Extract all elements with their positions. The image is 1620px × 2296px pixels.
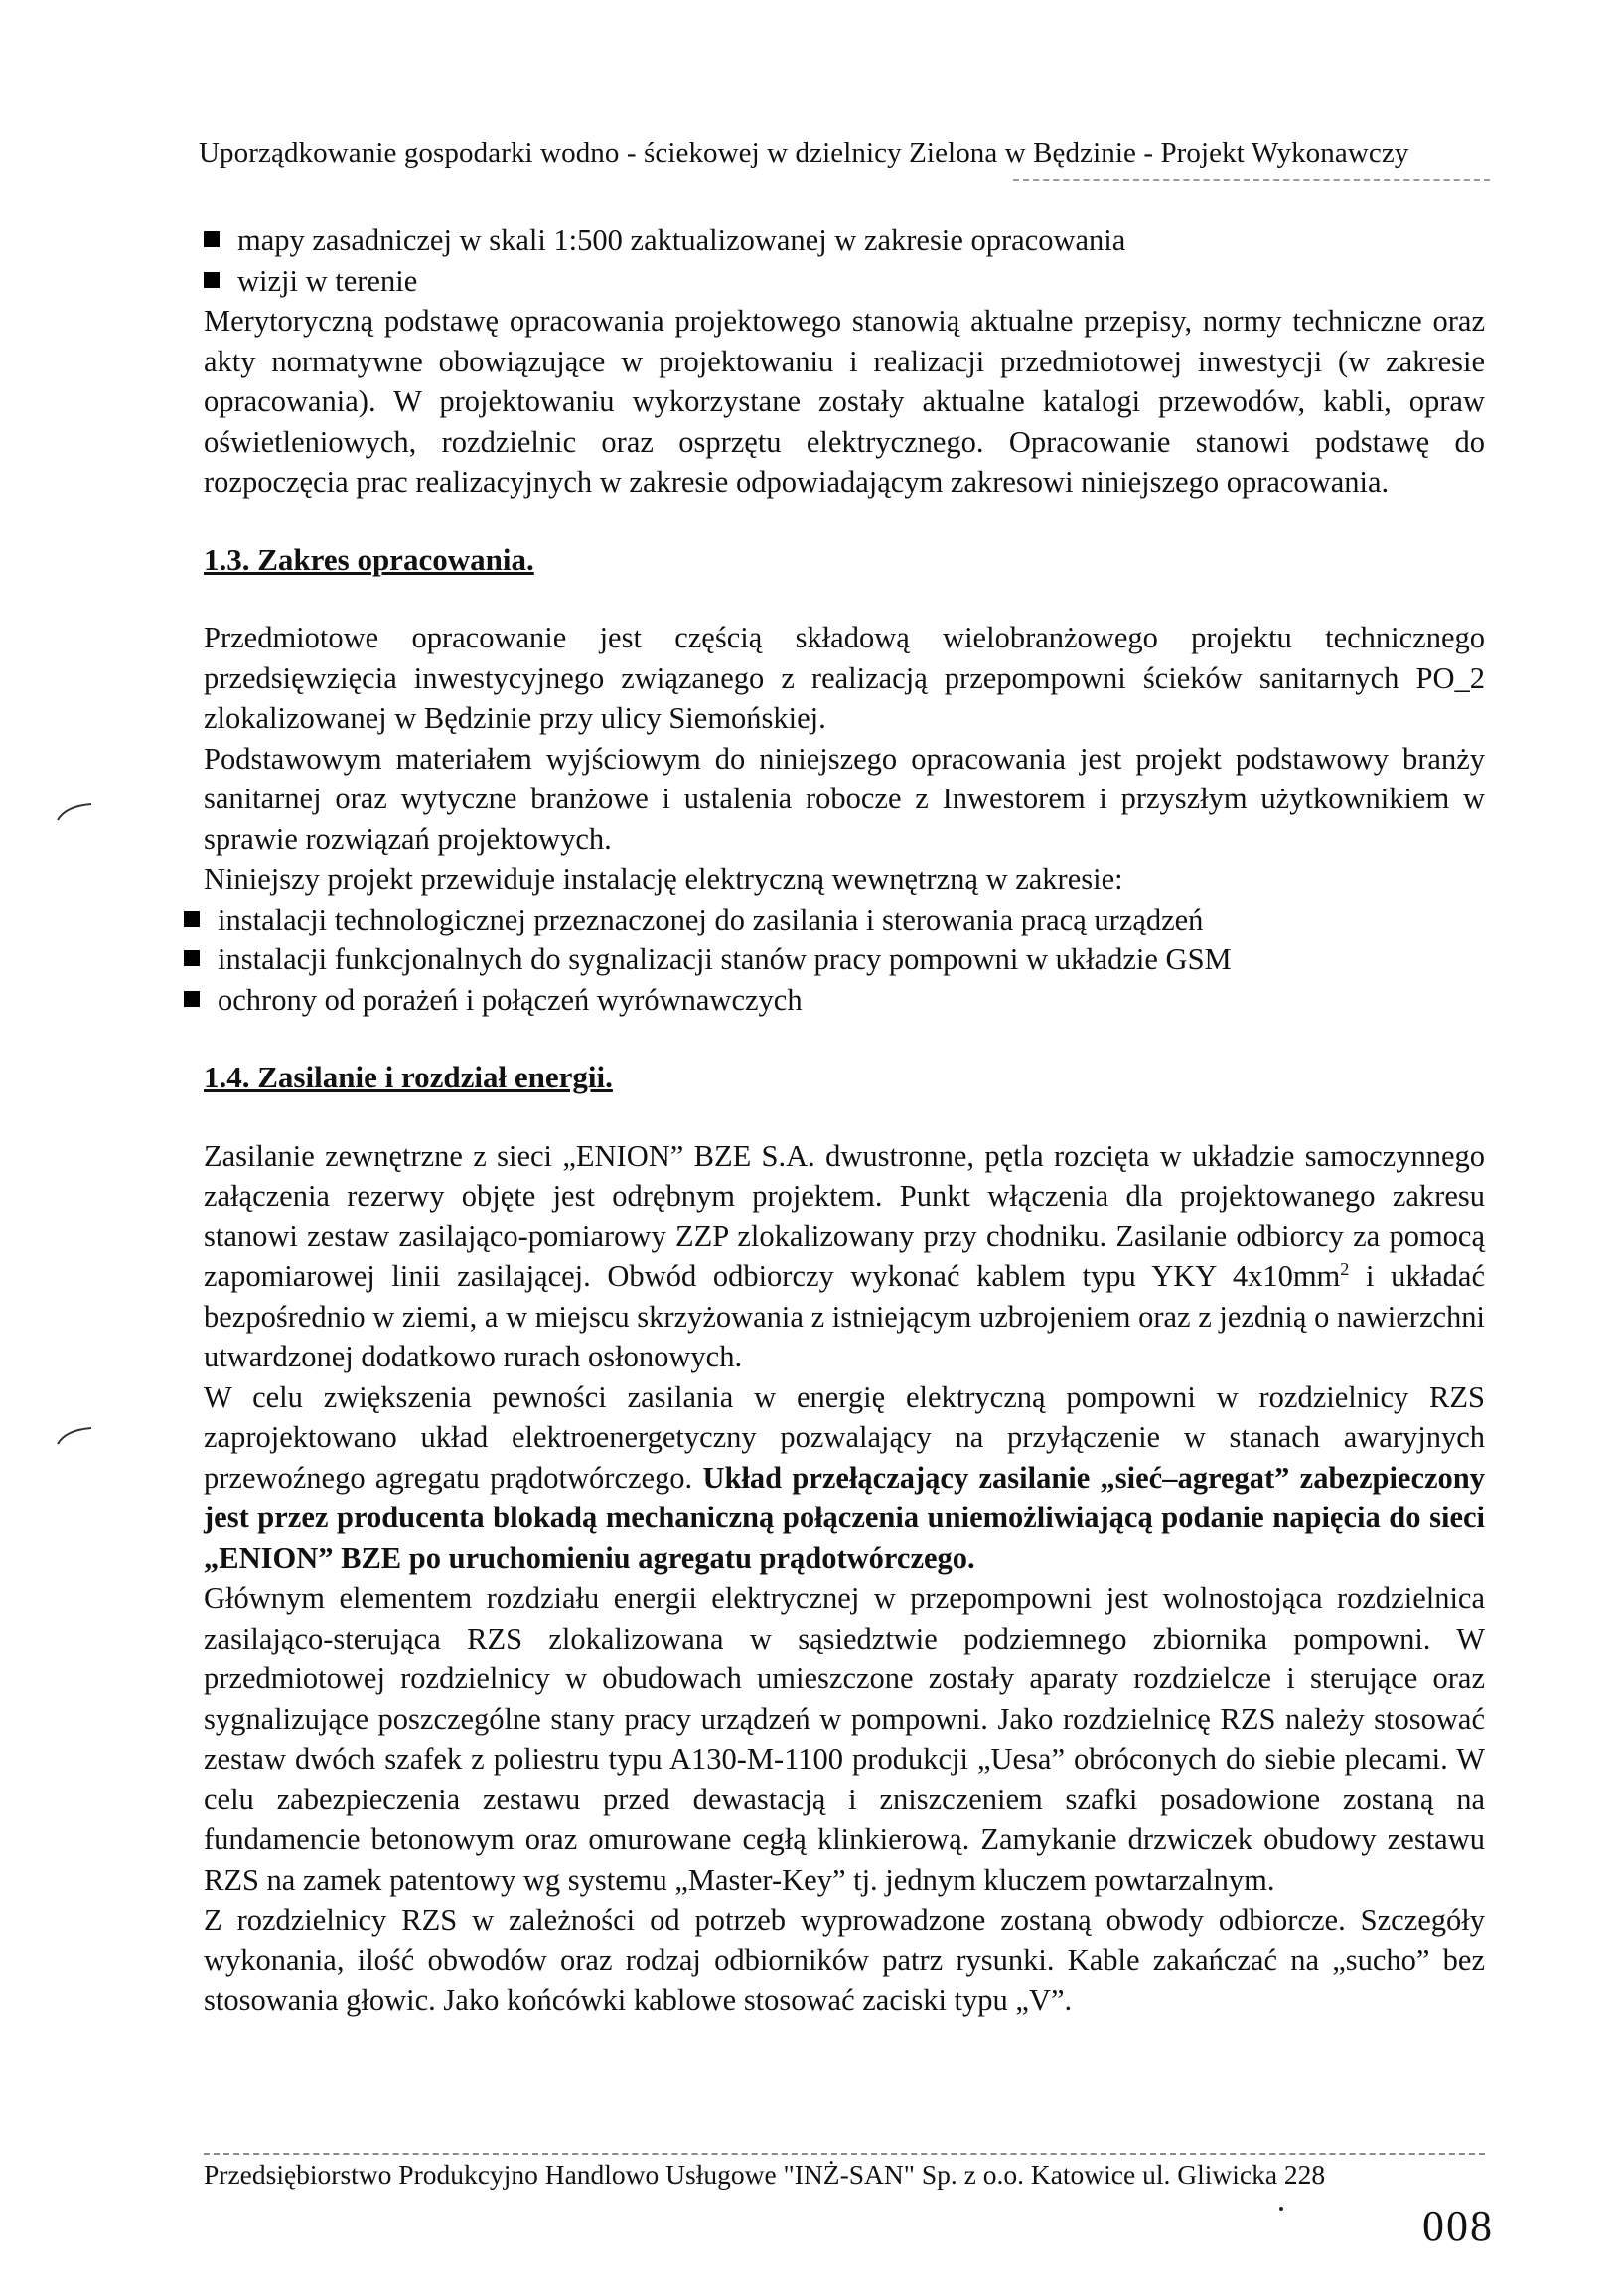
list-item (184, 980, 1485, 1021)
section-heading-1-4: 1.4. Zasilanie i rozdział energii. (204, 1060, 613, 1094)
square-bullet-icon (184, 911, 200, 927)
section-heading-1-3: 1.3. Zakres opracowania. (204, 541, 534, 577)
list-item-text: ochrony od porażeń i połączeń wyrównawczych (218, 982, 803, 1017)
body-paragraph (204, 1377, 1485, 1579)
square-bullet-icon (184, 991, 200, 1007)
square-bullet-icon (204, 231, 220, 247)
document-body (204, 220, 1485, 2021)
body-paragraph: Z rozdzielnicy RZS w zależności od potrzeb wyprowadzone zostaną obwody odbiorcze. Szczegóły wykonania, ilość obwodów oraz rodzaj odbiorników patrz rysunki. Kable zakańczać na „sucho” bez stosowania głowic. Jako końcówki kablowe stosować zaciski typu „V”. (204, 1903, 1485, 2017)
list-item-text: instalacji technologicznej przeznaczonej do zasilania i sterowania pracą urządzeń (218, 902, 1204, 936)
square-bullet-icon (184, 950, 200, 966)
stray-dot (1279, 2207, 1283, 2211)
list-item-text: mapy zasadniczej w skali 1:500 zaktualizowanej w zakresie opracowania (237, 223, 1126, 257)
page-number: 008 (1422, 2202, 1494, 2250)
paragraph-text: i układać bezpośrednio w ziemi, a w miejscu skrzyżowania z istniejącym uzbrojeniem oraz z jezdnią o nawierzchni utwardzonej dodatkowo rurach osłonowych. (204, 1259, 1485, 1373)
list-item-text: wizji w terenie (237, 263, 418, 298)
header-rule (1013, 179, 1490, 181)
list-item (184, 939, 1485, 980)
square-bullet-icon (204, 272, 220, 288)
list-item (204, 220, 1485, 261)
bold-emphasis-text: Układ przełączający zasilanie „sieć–agregat” zabezpieczony jest przez producenta blokadą mechaniczną połączenia uniemożliwiającą podanie napięcia do sieci „ENION” BZE po uruchomieniu agregatu prądotwórczego. (204, 1460, 1485, 1575)
scope-bullet-list (184, 900, 1485, 1021)
margin-pencil-mark (56, 800, 95, 822)
superscript: 2 (1340, 1258, 1350, 1279)
margin-pencil-mark (56, 1424, 95, 1446)
list-item-text: instalacji funkcjonalnych do sygnalizacji stanów pracy pompowni w układzie GSM (218, 942, 1232, 976)
list-item (184, 900, 1485, 940)
body-paragraph (204, 1136, 1485, 1377)
running-header: Uporządkowanie gospodarki wodno - ściekowej w dzielnicy Zielona w Będzinie - Projekt Wykonawczy (199, 137, 1409, 169)
body-paragraph: Głównym elementem rozdziału energii elektrycznej w przepompowni jest wolnostojąca rozdzielnica zasilająco-sterująca RZS zlokalizowana w sąsiedztwie podziemnego zbiornika pompowni. W przedmiotowej rozdzielnicy w obudowach umieszczone zostały aparaty rozdzielcze i sterujące oraz sygnalizujące poszczególne stany pracy urządzeń w pompowni. Jako rozdzielnicę RZS należy stosować zestaw dwóch szafek z poliestru typu A130-M-1100 produkcji „Uesa” obróconych do siebie plecami. W celu zabezpieczenia zestawu przed dewastacją i zniszczeniem szafki posadowione zostaną na fundamencie betonowym oraz omurowane cegłą klinkierową. Zamykanie drzwiczek obudowy zestawu RZS na zamek patentowy wg systemu „Master-Key” tj. jednym kluczem powtarzalnym. (204, 1581, 1485, 1897)
paragraph-text: W celu zwiększenia pewności zasilania w energię elektryczną pompowni w rozdzielnicy RZS zaprojektowano układ elektroenergetyczny pozwalający na przyłączenie w stanach awaryjnych przewoźnego agregatu prądotwórczego. (204, 1379, 1485, 1495)
body-paragraph: Niniejszy projekt przewiduje instalację elektryczną wewnętrzną w zakresie: (204, 862, 1123, 896)
intro-paragraph: Merytoryczną podstawę opracowania projektowego stanowią aktualne przepisy, normy techniczne oraz akty normatywne obowiązujące w projektowaniu i realizacji przedmiotowej inwestycji (w zakresie opracowania). W projektowaniu wykorzystane zostały aktualne katalogi przewodów, kabli, opraw oświetleniowych, rozdzielnic oraz osprzętu elektrycznego. Opracowanie stanowi podstawę do rozpoczęcia prac realizacyjnych w zakresie odpowiadającym zakresowi niniejszego opracowania. (204, 304, 1485, 499)
list-item (204, 261, 1485, 302)
body-paragraph: Przedmiotowe opracowanie jest częścią składową wielobranżowego projektu technicznego przedsięwzięcia inwestycyjnego związanego z realizacją przepompowni ścieków sanitarnych PO_2 zlokalizowanej w Będzinie przy ulicy Siemońskiej. (204, 621, 1485, 735)
paragraph-text: Zasilanie zewnętrzne z sieci „ENION” BZE S.A. dwustronne, pętla rozcięta w układzie samoczynnego załączenia rezerwy objęte jest odrębnym projektem. Punkt włączenia dla projektowanego zakresu stanowi zestaw zasilająco-pomiarowy ZZP zlokalizowany przy chodniku. Zasilanie odbiorcy za pomocą zapomiarowej linii zasilającej. Obwód odbiorczy wykonać kablem typu YKY 4x10mm (204, 1138, 1485, 1293)
intro-bullet-list (204, 220, 1485, 301)
body-paragraph: Podstawowym materiałem wyjściowym do niniejszego opracowania jest projekt podstawowy branży sanitarnej oraz wytyczne branżowe i ustalenia robocze z Inwestorem i przyszłym użytkownikiem w sprawie rozwiązań projektowych. (204, 741, 1485, 856)
footer-rule (204, 2153, 1485, 2155)
footer-company: Przedsiębiorstwo Produkcyjno Handlowo Usługowe "INŻ-SAN" Sp. z o.o. Katowice ul. Gliwicka 228 (204, 2159, 1326, 2190)
